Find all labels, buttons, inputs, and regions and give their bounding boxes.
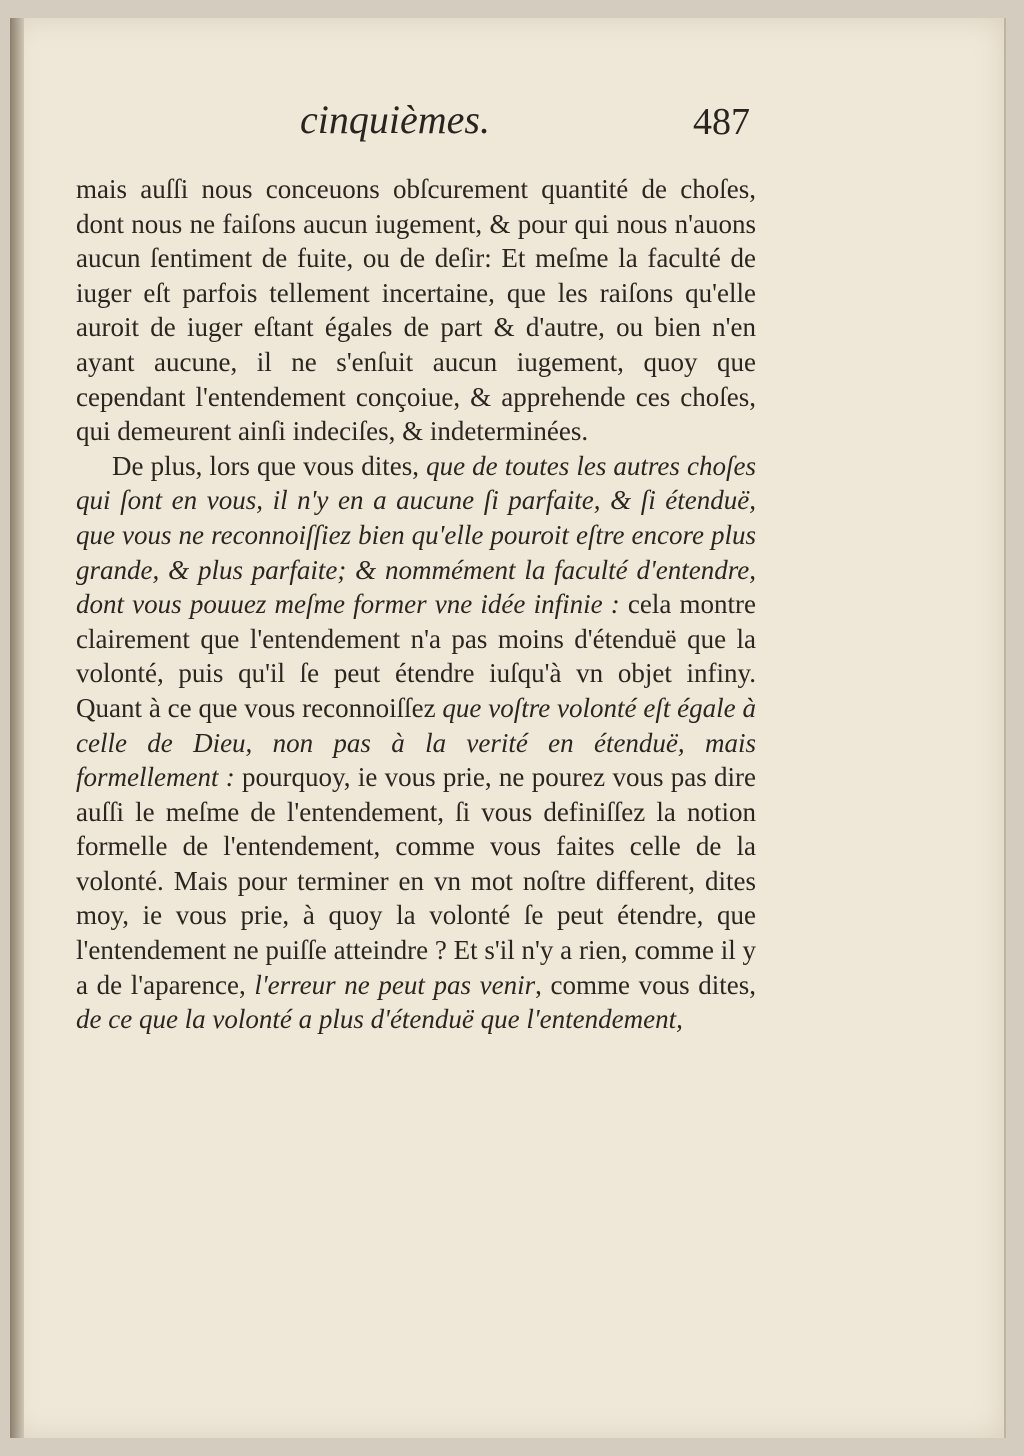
paragraph-2-quote-3: l'erreur ne peut pas venir xyxy=(254,969,536,1000)
page-body xyxy=(76,172,756,1037)
paragraph-2-text-4: , comme vous dites, xyxy=(535,969,757,1000)
paragraph-2-quote-1: que de toutes les autres choſes qui ſont en vous, il n'y en a aucune ſi parfaite, & ſi étenduë, que vous ne reconnoiſſiez bien qu'elle pouroit eſtre encore plus grande, & plus parfaite; & nommément la faculté d'entendre, dont vous pouuez meſme former vne idée infinie : xyxy=(76,450,756,620)
page-header xyxy=(280,96,750,156)
running-title: cinquièmes. xyxy=(300,97,490,142)
paragraph-2 xyxy=(76,449,756,1037)
paragraph-2-quote-2: que voſtre volonté eſt égale à celle de Dieu, non pas à la verité en étenduë, mais formellement : xyxy=(76,692,756,793)
paragraph-2-text-3: pourquoy, ie vous prie, ne pourez vous pas dire auſſi le meſme de l'entendement, ſi vous definiſſez la notion formelle de l'entendement, comme vous faites celle de la volonté. Mais pour terminer en vn mot noſtre different, dites moy, ie vous prie, à quoy la volonté ſe peut étendre, que l'entendement ne puiſſe atteindre ? Et s'il n'y a rien, comme il y a de l'aparence, xyxy=(76,762,757,1000)
book-gutter xyxy=(10,18,24,1438)
paragraph-2-text-2: cela montre clairement que l'entendement n'a pas moins d'étenduë que la volonté, puis qu'il ſe peut étendre iuſqu'à vn objet infiny. Quant à ce que vous reconnoiſſez xyxy=(76,589,756,723)
book-page xyxy=(10,18,1006,1438)
paragraph-2-text-1: De plus, lors que vous dites, xyxy=(112,450,427,481)
page-number: 487 xyxy=(693,101,750,143)
paragraph-2-quote-4: de ce que la volonté a plus d'étenduë que l'entendement, xyxy=(76,1004,683,1035)
paragraph-1: mais auſſi nous conceuons obſcurement quantité de choſes, dont nous ne faiſons aucun iugement, & pour qui nous n'auons aucun ſentiment de fuite, ou de deſir: Et meſme la faculté de iuger eſt parfois tellement incertaine, que les raiſons qu'elle auroit de iuger eſtant égales de part & d'autre, ou bien n'en ayant aucune, il ne s'enſuit aucun iugement, quoy que cependant l'entendement conçoiue, & apprehende ces choſes, qui demeurent ainſi indeciſes, & indeterminées. xyxy=(76,174,756,447)
